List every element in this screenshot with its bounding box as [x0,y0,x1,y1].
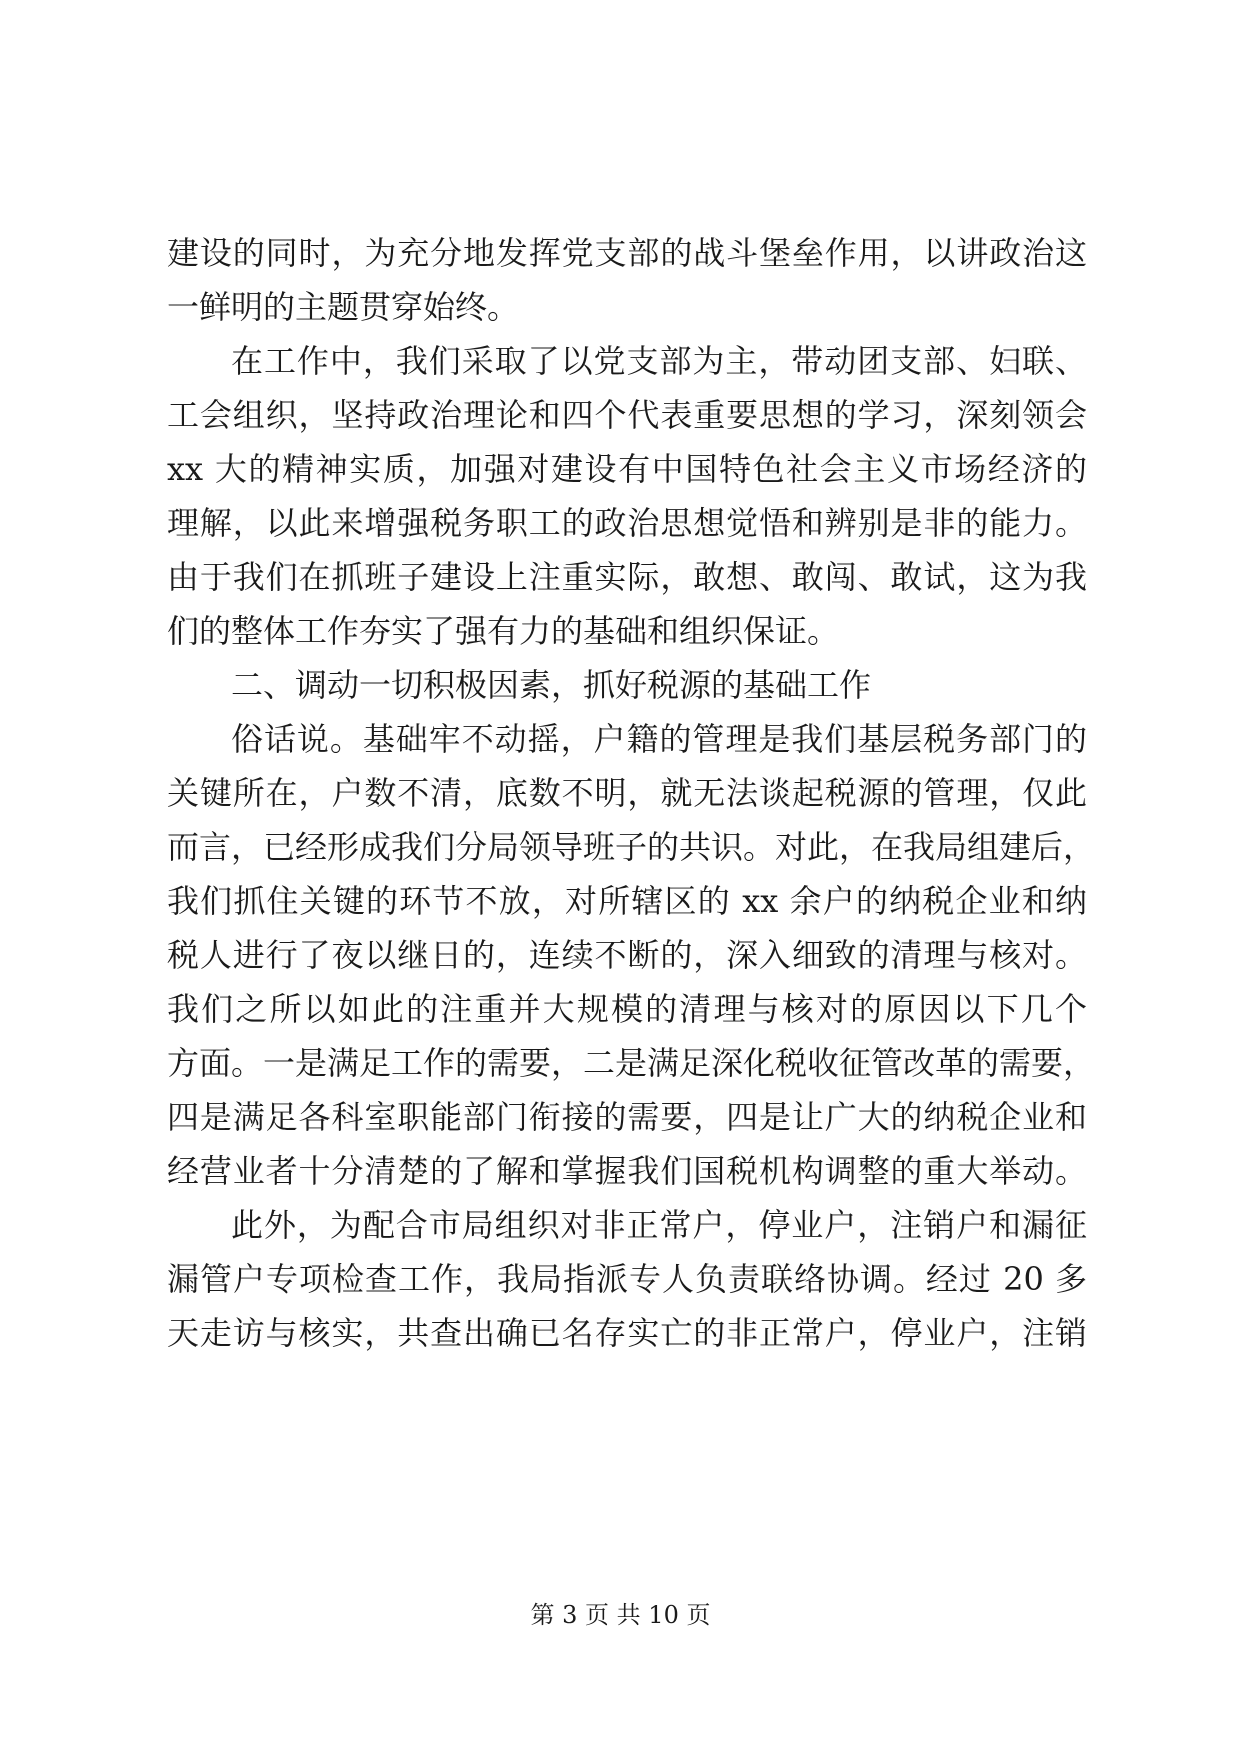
text-line: 我们之所以如此的注重并大规模的清理与核对的原因以下几个 [167,990,1087,1028]
text-line: 四是满足各科室职能部门衔接的需要，四是让广大的纳税企业和 [167,1098,1087,1136]
text-line: 税人进行了夜以继日的，连续不断的，深入细致的清理与核对。 [167,936,1087,974]
text-line: 由于我们在抓班子建设上注重实际，敢想、敢闯、敢试，这为我 [167,558,1087,596]
text-line: 方面。一是满足工作的需要，二是满足深化税收征管改革的需要， [167,1044,1096,1082]
text-line: 而言，已经形成我们分局领导班子的共识。对此，在我局组建后， [167,828,1096,866]
text-line: 在工作中，我们采取了以党支部为主，带动团支部、妇联、 [231,342,1087,380]
document-body [167,226,1096,1360]
text-line: 工会组织，坚持政治理论和四个代表重要思想的学习，深刻领会 [167,396,1087,434]
page-footer: 第 3 页 共 10 页 [530,1601,711,1629]
text-line: 理解，以此来增强税务职工的政治思想觉悟和辨别是非的能力。 [167,504,1087,542]
text-line: 一鲜明的主题贯穿始终。 [167,288,520,326]
text-line: xx 大的精神实质，加强对建设有中国特色社会主义市场经济的 [167,450,1087,488]
text-line: 我们抓住关键的环节不放，对所辖区的 xx 余户的纳税企业和纳 [167,882,1087,920]
text-line: 二、调动一切积极因素，抓好税源的基础工作 [231,666,872,704]
text-line: 建设的同时，为充分地发挥党支部的战斗堡垒作用，以讲政治这 [167,234,1087,272]
text-line: 们的整体工作夯实了强有力的基础和组织保证。 [167,612,840,650]
text-line: 经营业者十分清楚的了解和掌握我们国税机构调整的重大举动。 [167,1152,1087,1190]
text-line: 俗话说。基础牢不动摇，户籍的管理是我们基层税务部门的 [231,720,1087,758]
text-line: 此外，为配合市局组织对非正常户，停业户，注销户和漏征 [231,1206,1087,1244]
text-line: 天走访与核实，共查出确已名存实亡的非正常户，停业户，注销 [167,1314,1087,1352]
text-line: 关键所在，户数不清，底数不明，就无法谈起税源的管理，仅此 [167,774,1087,812]
text-line: 漏管户专项检查工作，我局指派专人负责联络协调。经过 20 多 [167,1260,1087,1298]
